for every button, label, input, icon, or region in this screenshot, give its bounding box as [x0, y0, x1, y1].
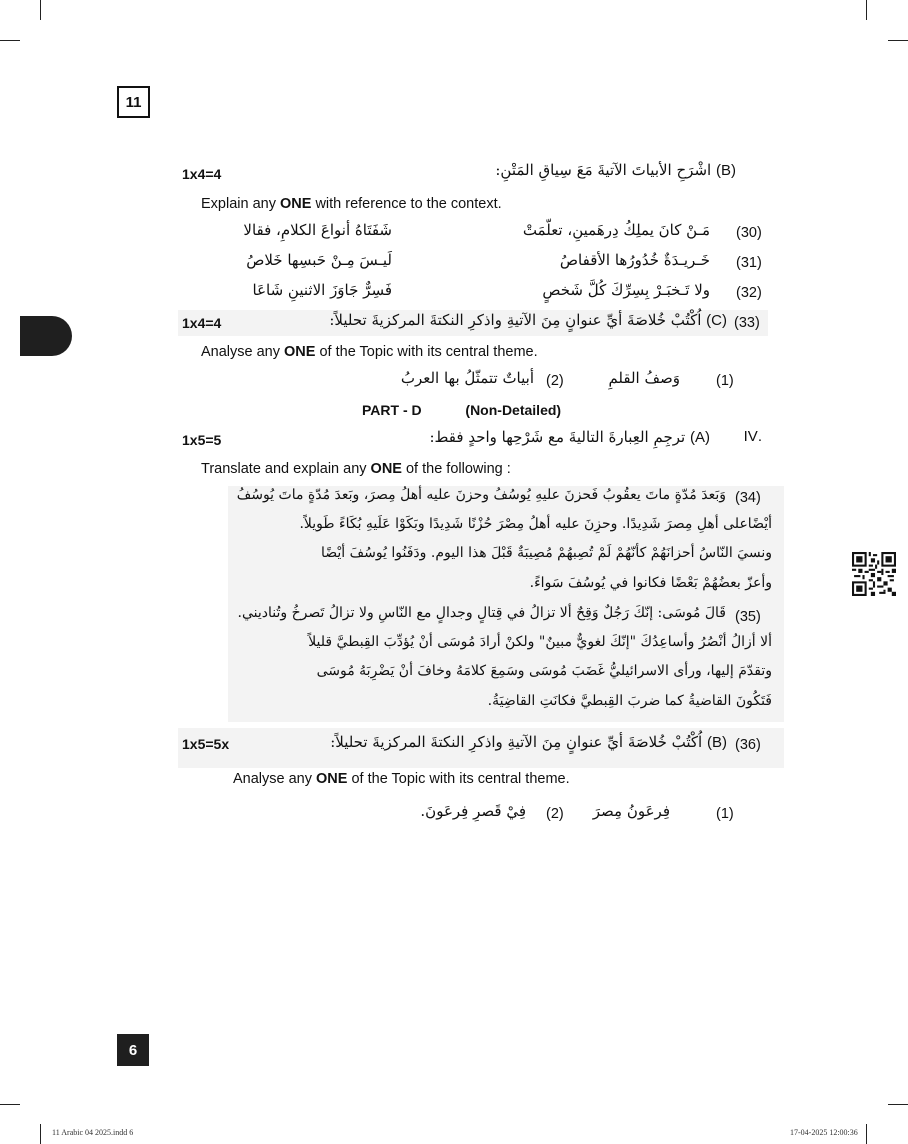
crop-mark [0, 1104, 20, 1105]
instruction-ar: اشْرَحِ الأبياتَ الآتيةَ مَعَ سِياقِ المَتْنِ: [495, 161, 712, 179]
page-number-box: 11 [117, 86, 150, 118]
option-text: فِرعَونُ مِصرَ [592, 802, 670, 820]
question-number: (36) [735, 737, 761, 753]
option-number: (2) [546, 806, 564, 822]
section-b-heading [495, 161, 736, 179]
passage-line: قَالَ مُوسَى: إنّكَ رَجُلٌ وَقِحٌ ألا تزالُ في قِتالٍ وجدالٍ مع النّاسِ ولا تزالُ تَصرخُ وتُناديني. [237, 605, 726, 621]
qr-code-icon [852, 552, 896, 596]
option-text: فِيْ قَصرِ فِرعَونَ. [420, 802, 526, 820]
option-number: (2) [546, 373, 564, 389]
marks-label: 1x4=4 [182, 166, 222, 182]
question-number: (34) [735, 490, 761, 506]
page-number: 6 [117, 1034, 149, 1066]
instruction-en: Translate and explain any ONE of the following : [201, 461, 511, 477]
question-number: (35) [735, 609, 761, 625]
section-label: (A) [689, 429, 710, 446]
question-number: (32) [736, 285, 762, 301]
section-b2-heading [330, 733, 727, 751]
option-text: وَصفُ القلمِ [608, 369, 680, 387]
roman-numeral: .IV [743, 428, 762, 445]
passage-line: أيْضًاعلى أهلِ مِصرَ شَدِيدًا. وحزِنَ عليه أهلُ مِصْرَ حُزْنًا شَدِيدًا وبَكَوْا عَلَيهِ بُكَاءً طَويلاً. [299, 516, 772, 532]
option-text: أبياتٌ تتمثّلُ بها العربُ [400, 369, 534, 387]
crop-mark [888, 1104, 908, 1105]
question-number: (30) [736, 225, 762, 241]
crop-mark [866, 0, 867, 20]
passage-line: ألا أزالُ أنْصُرُ وأساعِدُكَ "إنّكَ لغويٌّ مبينٌ" ولكنْ أرادَ مُوسَى أنْ يُؤدِّبَ القِبطيَّ قليلاً [308, 634, 772, 650]
part-subtitle: (Non-Detailed) [465, 402, 562, 418]
footer-timestamp: 17-04-2025 12:00:36 [790, 1128, 858, 1137]
crop-mark [866, 1124, 867, 1144]
question-number: (31) [736, 255, 762, 271]
verse-second-half: لَيـسَ مِـنْ حَبسِها خَلاصُ [246, 251, 392, 269]
question-number: (33) [734, 315, 760, 331]
instruction-en: Analyse any ONE of the Topic with its central theme. [233, 771, 570, 787]
section-c-heading [329, 311, 727, 329]
verse-second-half: شَفَتَاهُ أنواعَ الكلامِ، فقالا [243, 221, 392, 239]
verse-second-half: فَسِرٌّ جَاوَزَ الاثنينِ شَاعَا [252, 281, 392, 299]
marks-label: 1x5=5 [182, 432, 222, 448]
passage-line: وأعزّ بعضُهُمْ بَعْضًا فكانوا في يُوسُفَ سَواءً. [529, 575, 772, 591]
verse-first-half: خَـريـدَةٌ خُدُورُها الأقفاصُ [559, 251, 710, 269]
side-tab-marker [20, 316, 72, 356]
instruction-ar: اُكْتُبْ خُلاصَةَ أيِّ عنوانٍ مِنَ الآتيةِ واذكرِ النكتةَ المركزيةَ تحليلاً: [330, 733, 703, 751]
verse-first-half: مَـنْ كانَ يملِكُ دِرهَمينِ، تعلّمَتْ [522, 221, 710, 239]
part-d-heading [362, 402, 561, 418]
crop-mark [40, 1124, 41, 1144]
instruction-ar: اُكْتُبْ خُلاصَةَ أيِّ عنوانٍ مِنَ الآتيةِ واذكرِ النكتةَ المركزيةَ تحليلاً: [329, 311, 702, 329]
instruction-en: Explain any ONE with reference to the context. [201, 196, 502, 212]
marks-label: 1x5=5x [182, 736, 230, 752]
option-number: (1) [716, 373, 734, 389]
verse-first-half: ولا تَـخبَـرْ بِسِرِّكَ كُلَّ شَخصٍ [542, 281, 710, 299]
option-number: (1) [716, 806, 734, 822]
instruction-en: Analyse any ONE of the Topic with its central theme. [201, 344, 538, 360]
part-title: PART - D [362, 402, 422, 418]
passage-line: وَبَعدَ مُدّةٍ ماتَ يعقُوبُ فَحزنَ عليهِ يُوسُفُ وحزنَ عليه أهلُ مِصرَ، وبَعدَ مُدّةٍ ماتَ يُوسُفُ [236, 487, 726, 503]
instruction-ar: ترجِمِ العِبارةَ التاليةَ مع شَرْحِها واحدٍ فقط: [429, 428, 686, 446]
section-label: (C) [706, 312, 727, 329]
crop-mark [40, 0, 41, 20]
crop-mark [0, 40, 20, 41]
passage-line: فَتَكُونَ القاضيةُ كما ضربَ القِبطيَّ فكانَتِ القاضِيَةُ. [487, 693, 772, 709]
passage-line: وتقدّمَ إليها، ورأى الاسرائيليُّ غَضَبَ مُوسَى وسَمِعَ كلامَهُ وخافَ أنْ يَضْرِبَهُ مُوسَى [316, 663, 772, 679]
section-label: (B) [715, 162, 736, 179]
footer-file-name: 11 Arabic 04 2025.indd 6 [52, 1128, 134, 1137]
section-iv-heading [430, 428, 711, 446]
marks-label: 1x4=4 [182, 315, 222, 331]
crop-mark [888, 40, 908, 41]
passage-line: ونسيَ النّاسُ أحزانَهُمْ كأنّهُمْ لَمْ تُصِبهُمْ مُصِيبَةٌ قَبْلَ هذا اليوم. ودَفَنُوا يُوسُفَ أيْضًا [320, 545, 772, 561]
section-label: (B) [706, 734, 727, 751]
